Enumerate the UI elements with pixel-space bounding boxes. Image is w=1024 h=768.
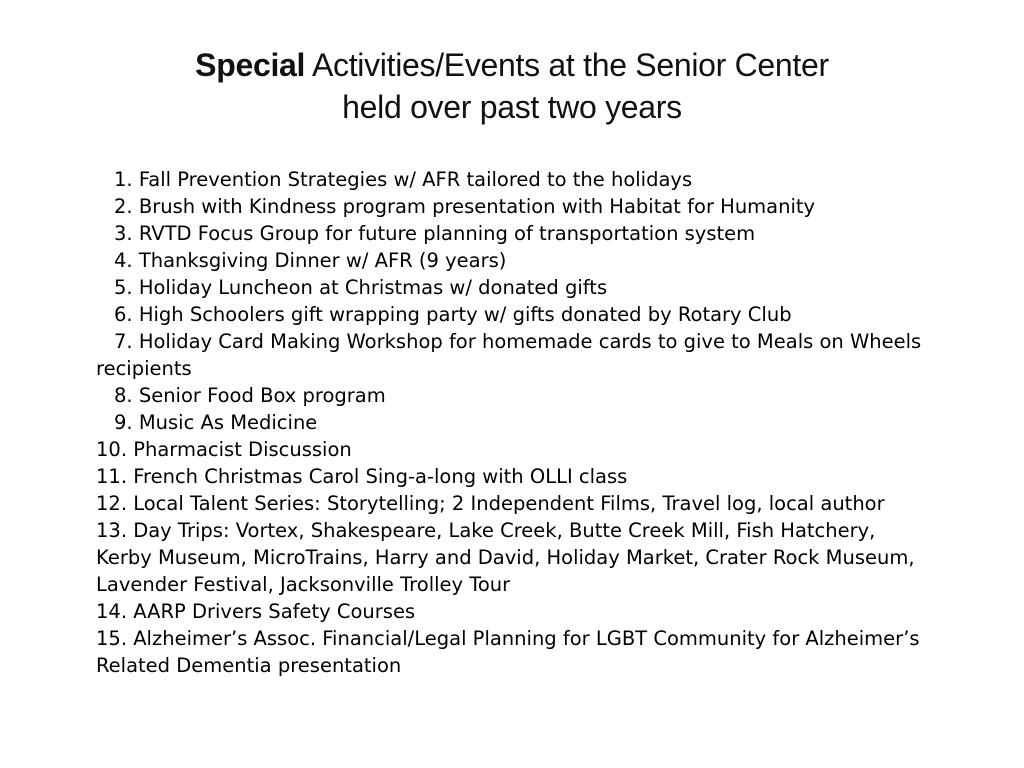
list-item-number: 6.: [114, 303, 133, 326]
list-item: [96, 517, 926, 598]
list-item-number: 1.: [114, 168, 133, 191]
list-item-number: 14.: [96, 600, 128, 623]
list-item-text: Senior Food Box program: [138, 384, 386, 407]
list-item: [96, 193, 926, 220]
list-item: [96, 220, 926, 247]
list-item: [96, 490, 926, 517]
list-item-text: Thanksgiving Dinner w/ AFR (9 years): [138, 249, 507, 272]
list-item: [96, 274, 926, 301]
list-item: [96, 463, 926, 490]
list-item-text: Brush with Kindness program presentation with Habitat for Humanity: [138, 195, 816, 218]
list-item: [96, 301, 926, 328]
list-item-number: 9.: [114, 411, 133, 434]
title-line-2: held over past two years: [342, 89, 682, 125]
list-item-text: Holiday Card Making Workshop for homemade cards to give to Meals on Wheels recipients: [96, 330, 922, 380]
list-item-number: 11.: [96, 465, 128, 488]
list-item: [96, 436, 926, 463]
list-item-text: High Schoolers gift wrapping party w/ gifts donated by Rotary Club: [138, 303, 792, 326]
list-item-number: 3.: [114, 222, 133, 245]
list-item-text: Holiday Luncheon at Christmas w/ donated gifts: [138, 276, 608, 299]
list-item: [96, 247, 926, 274]
event-list: [96, 166, 926, 679]
list-item: [96, 328, 926, 382]
list-item-number: 4.: [114, 249, 133, 272]
list-item-text: Day Trips: Vortex, Shakespeare, Lake Creek, Butte Creek Mill, Fish Hatchery, Kerby Museum, MicroTrains, Harry and David, Holiday Market, Crater Rock Museum, Lavender Festival, Jacksonville Trolley Tour: [96, 519, 915, 596]
list-item-number: 12.: [96, 492, 128, 515]
title-line-1: [0, 44, 1024, 86]
list-item: [96, 166, 926, 193]
list-item-number: 15.: [96, 627, 128, 650]
list-item-number: 2.: [114, 195, 133, 218]
list-item: [96, 625, 926, 679]
title-bold-word: Special: [195, 47, 306, 83]
list-item-number: 7.: [114, 330, 133, 353]
list-item-text: RVTD Focus Group for future planning of transportation system: [138, 222, 756, 245]
list-item-text: French Christmas Carol Sing-a-long with OLLI class: [133, 465, 628, 488]
list-item-text: Pharmacist Discussion: [133, 438, 352, 461]
list-item-number: 5.: [114, 276, 133, 299]
list-item-text: Fall Prevention Strategies w/ AFR tailored to the holidays: [138, 168, 693, 191]
list-item: [96, 409, 926, 436]
list-item-number: 8.: [114, 384, 133, 407]
list-item-number: 13.: [96, 519, 128, 542]
list-item-number: 10.: [96, 438, 128, 461]
title-rest: Activities/Events at the Senior Center: [305, 47, 829, 83]
list-item: [96, 598, 926, 625]
list-item-text: Alzheimer’s Assoc. Financial/Legal Planning for LGBT Community for Alzheimer’s Related Dementia presentation: [96, 627, 920, 677]
list-item-text: Local Talent Series: Storytelling; 2 Independent Films, Travel log, local author: [133, 492, 885, 515]
list-item-text: AARP Drivers Safety Courses: [133, 600, 416, 623]
slide-title: [0, 44, 1024, 128]
list-item: [96, 382, 926, 409]
list-item-text: Music As Medicine: [138, 411, 318, 434]
